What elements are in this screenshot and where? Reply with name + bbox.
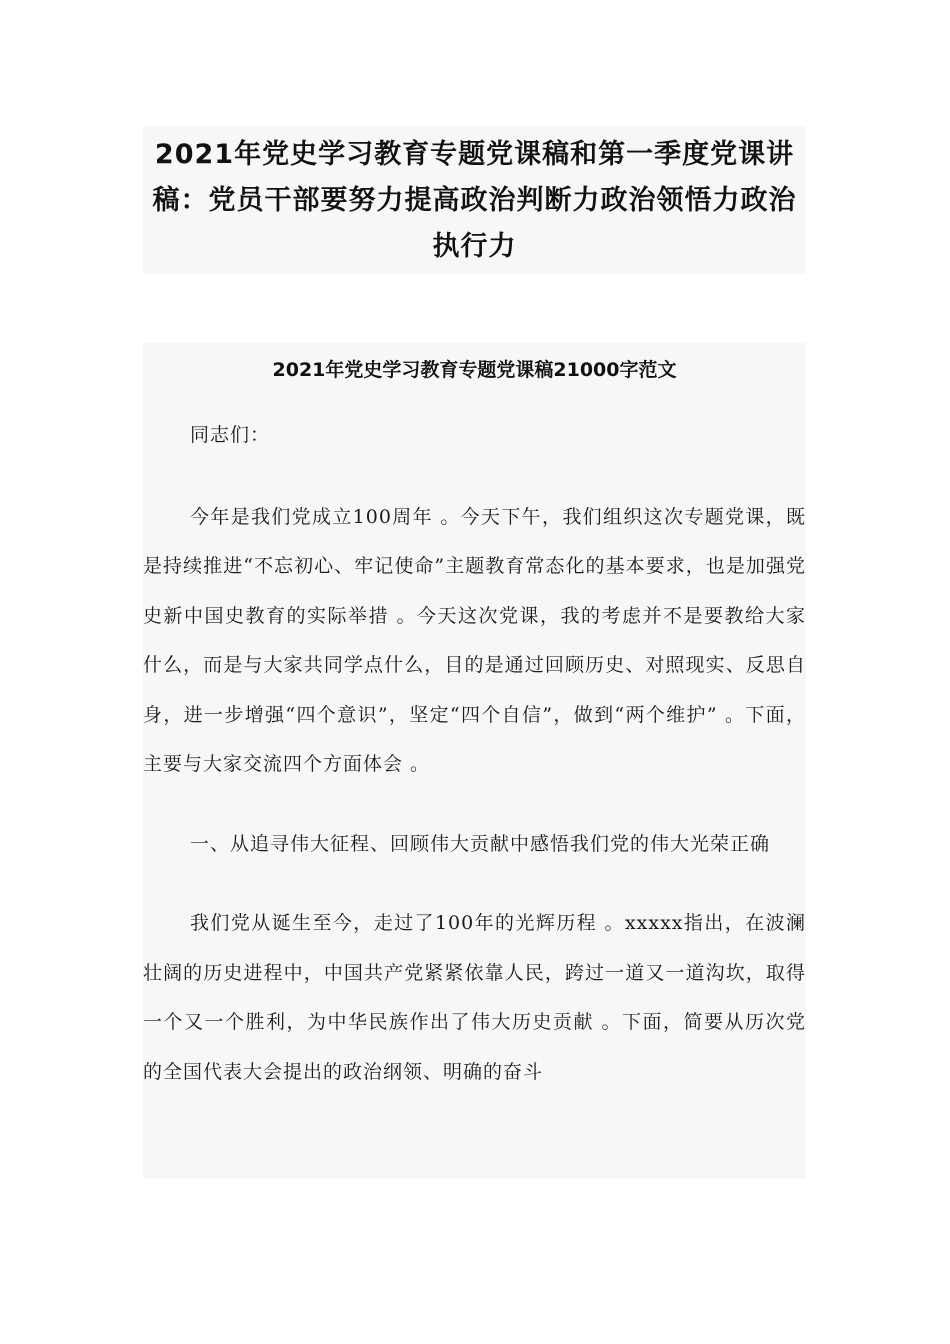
salutation: 同志们： <box>190 424 271 446</box>
document-title: 2021年党史学习教育专题党课稿和第一季度党课讲稿：党员干部要努力提高政治判断力政治领悟力政治执行力 <box>152 139 797 262</box>
section-heading: 2021年党史学习教育专题党课稿21000字范文 <box>272 359 677 381</box>
body-paragraph: 我们党从诞生至今，走过了100年的光辉历程 。xxxxx指出，在波澜壮阔的历史进程中，中国共产党紧紧依靠人民，跨过一道又一道沟坎，取得一个又一个胜利，为中华民族作出了伟大历史贡献 。下面，简要从历次党的全国代表大会提出的政治纲领、明确的奋斗 <box>143 912 806 1083</box>
section-subheading: 一、从追寻伟大征程、回顾伟大贡献中感悟我们党的伟大光荣正确 <box>190 832 771 855</box>
title-block <box>143 126 806 274</box>
document-body <box>143 343 806 1179</box>
body-paragraph: 今年是我们党成立100周年 。今天下午，我们组织这次专题党课，既是持续推进“不忘初心、牢记使命”主题教育常态化的基本要求，也是加强党史新中国史教育的实际举措 。今天这次党课，我的考虑并不是要教给大家什么，而是与大家共同学点什么，目的是通过回顾历史、对照现实、反思自身，进一步增强“四个意识”，坚定“四个自信”，做到“两个维护” 。下面，主要与大家交流四个方面体会 。 <box>143 505 806 775</box>
